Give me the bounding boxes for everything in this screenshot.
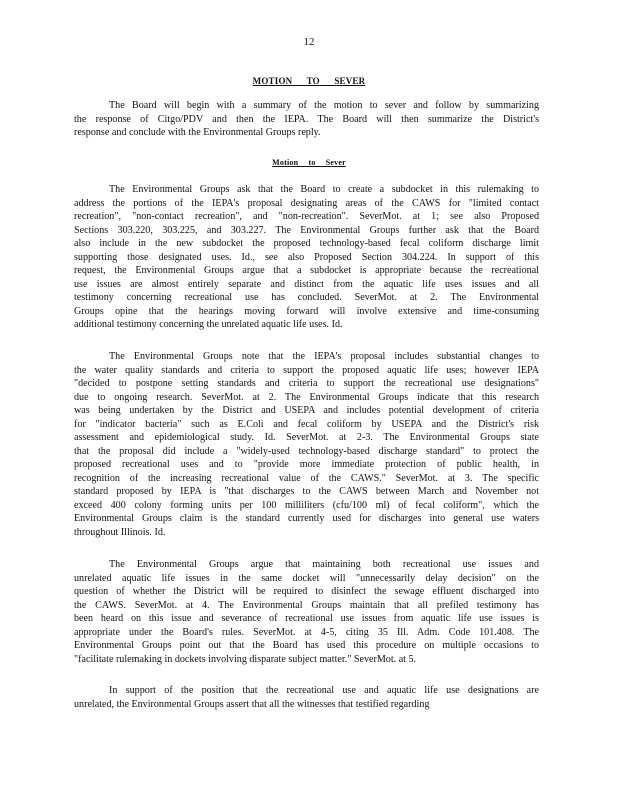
text-line: additional testimony concerning the unrelated aquatic life uses. Id. xyxy=(74,319,343,330)
text-line: the water quality standards and criteria to support the proposed aquatic life uses; however IEPA xyxy=(74,364,539,376)
text-line: "decided to postpone setting standards and criteria to support the recreational use designations" xyxy=(74,378,539,389)
text-line: address the portions of the IEPA's proposal designating areas of the CAWS for "limited contact xyxy=(74,197,539,209)
text-line: the response of Citgo/PDV and then the IEPA. The Board will then summarize the District's xyxy=(74,113,539,125)
text-line: proposed recreational uses and to "provide more immediate protection of public health, in xyxy=(74,459,539,470)
text-line: was being undertaken by the District and USEPA and includes potential development of criteria xyxy=(74,405,539,416)
text-line: due to ongoing research. SeverMot. at 2. The Environmental Groups indicate that this research xyxy=(74,391,539,403)
text-line: also include in the new subdocket the proposed technology-based fecal coliform discharge limit xyxy=(74,238,539,249)
subsection-heading: Motion to Sever xyxy=(272,158,346,167)
paragraph-subdocket-request xyxy=(74,183,539,332)
text-line: recreation", "non-contact recreation", and "non-recreation". SeverMot. at 1; see also Proposed xyxy=(74,211,539,222)
text-line: appropriate under the Board's rules. SeverMot. at 4-5, citing 35 Ill. Adm. Code 101.408. The xyxy=(74,626,539,638)
text-line: Groups opine that the hearings moving forward will involve extensive and time-consuming xyxy=(74,305,539,317)
text-line: testimony concerning recreational use has concluded. SeverMot. at 2. The Environmental xyxy=(74,292,539,303)
text-line: for "indicator bacteria" such as E.Coli and fecal coliform by USEPA and the District's risk xyxy=(74,418,539,430)
text-line: question of whether the District will be required to disinfect the sewage effluent discharged into xyxy=(74,586,539,597)
text-line: Environmental Groups point out that the Board has used this procedure on multiple occasions to xyxy=(74,640,539,651)
paragraph-delay-argument xyxy=(74,558,539,666)
text-line: The Environmental Groups ask that the Board to create a subdocket in this rulemaking to xyxy=(109,184,539,195)
text-line: Sections 303.220, 303.225, and 303.227. The Environmental Groups further ask that the Board xyxy=(74,224,539,236)
text-line: standard proposed by IEPA is "that discharges to the CAWS between March and November not xyxy=(74,486,539,497)
text-line: In support of the position that the recreational use and aquatic life use designations are xyxy=(109,685,539,696)
text-line: recognition of the increasing recreational value of the CAWS." SeverMot. at 3. The specific xyxy=(74,472,539,484)
paragraph-unrelated-uses xyxy=(74,684,539,711)
text-line: use issues are almost entirely separate and distinct from the aquatic life uses issues and all xyxy=(74,278,539,290)
text-line: unrelated, the Environmental Groups assert that all the witnesses that testified regarding xyxy=(74,698,430,710)
text-line: exceed 400 colony forming units per 100 milliliters (cfu/100 ml) of fecal coliform", which the xyxy=(74,499,539,511)
text-line: request, the Environmental Groups argue that a subdocket is appropriate because the recreational xyxy=(74,265,539,276)
text-line: "facilitate rulemaking in dockets involving disparate subject matter." SeverMot. at 5. xyxy=(74,653,417,665)
text-line: The Environmental Groups argue that maintaining both recreational use issues and xyxy=(109,559,539,570)
text-line: throughout Illinois. Id. xyxy=(74,526,166,538)
text-line: supporting those designated uses. Id., see also Proposed Section 304.224. In support of this xyxy=(74,251,539,263)
section-heading: MOTION TO SEVER xyxy=(252,76,366,86)
page-number: 12 xyxy=(303,36,315,48)
text-line: the CAWS. SeverMot. at 4. The Environmental Groups maintain that all prefiled testimony has xyxy=(74,599,539,611)
text-line: been heard on this issue and severance of recreational use issues from aquatic life use issues is xyxy=(74,613,539,624)
paragraph-intro xyxy=(74,99,539,140)
text-line: that the proposal did include a "widely-used technology-based discharge standard" to protect the xyxy=(74,445,539,457)
text-line: assessment and epidemiological study. Id. SeverMot. at 2-3. The Environmental Groups state xyxy=(74,432,539,443)
paragraph-iepa-proposal xyxy=(74,350,539,539)
text-line: unrelated aquatic life issues in the same docket will "unnecessarily delay decision" on the xyxy=(74,572,539,584)
text-line: The Board will begin with a summary of the motion to sever and follow by summarizing xyxy=(109,100,539,111)
text-line: The Environmental Groups note that the IEPA's proposal includes substantial changes to xyxy=(109,351,539,362)
text-line: Environmental Groups claim is the standard currently used for discharges into general use waters xyxy=(74,513,539,524)
text-line: response and conclude with the Environmental Groups reply. xyxy=(74,127,321,138)
